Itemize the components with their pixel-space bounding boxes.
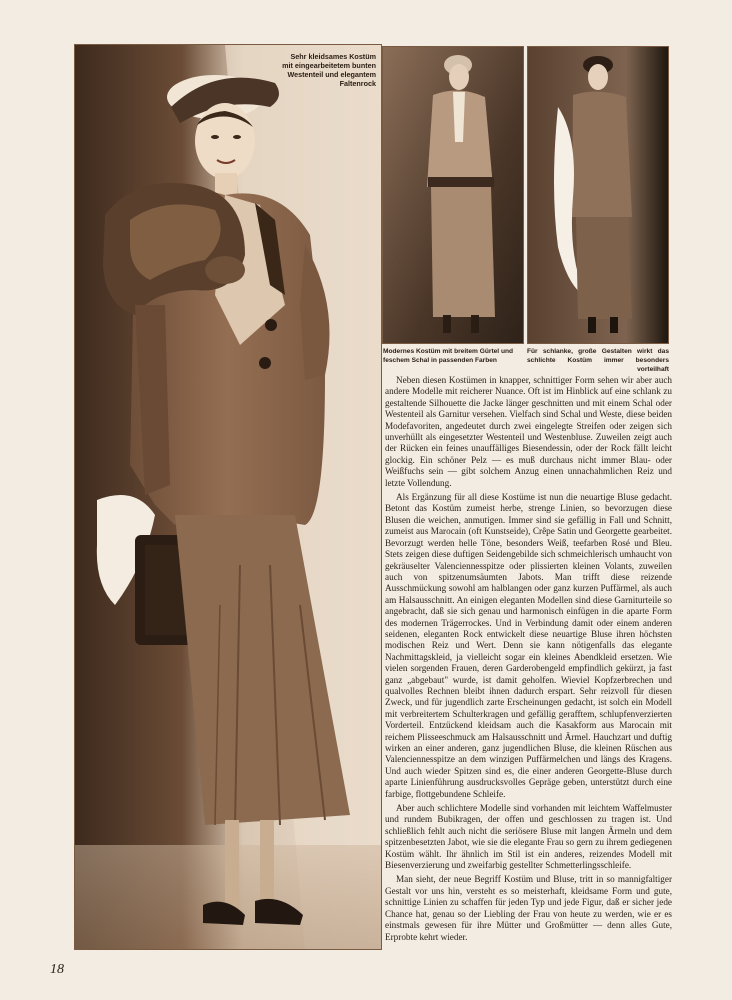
- photo-3-caption: Für schlanke, große Gestalten wirkt das schlichte Kostüm immer besonders vorteilhaft: [527, 348, 669, 373]
- suit-photo-white-fox: [527, 46, 669, 344]
- suit-photo-belt-scarf: [382, 46, 524, 344]
- article-paragraph-1: Neben diesen Kostümen in knapper, schnittiger Form sehen wir aber auch andere Modelle mit reicherer Nuance. Oft ist im Hinblick auf eine schlank zu gestaltende Silhouette die Jacke länger geschnitten und mit einem Schal oder Westenteil als Garnitur versehen. Vielfach sind Schal und Weste, diese beiden Modefavoriten, angedeutet durch zwei eingelegte Streifen oder zeigen sich unverhüllt als eingesetzter Westenteil und Westenbluse. Zuweilen zeigt auch der Rücken ein feines unauffälliges Biesendessin, oder der Rock fällt leicht glockig. Ein schöner Pelz — es muß durchaus nicht immer Blau- oder Weißfuchs sein — gibt solchem Anzug einen unnachahmlichen Reiz und letzte Vollendung.: [385, 375, 672, 488]
- article-paragraph-2: Als Ergänzung für all diese Kostüme ist nun die neuartige Bluse gedacht. Betont das Kostüm zumeist herbe, strenge Linien, so bevorzugen diese Blusen die weichen, anmutigen. Immer sind sie gefällig in Fall und Schnitt, zumeist aus Marocain (oft Kunstseide), Crêpe Satin und Georgette gearbeitet. Bevorzugt werden helle Töne, besonders Weiß, teefarben Rosé und Bleu. Stets zeigen diese duftigen Seidengebilde sich schmeichlerisch umhaucht von gekräuselter Valenciennesspitze oder plissierten kleinen Volants, zuweilen auch von spitzenumsäumten Jabots. Man trifft diese reizende Ausschmückung sowohl am halblangen oder ganz kurzen Puffärmel, als auch am Halsausschnitt. An einigen eleganten Modellen sind diese Garniturteile so angebracht, daß sie sich genau und harmonisch einfügen in die aparte Form des modernen Trägerrockes. Und in Verbindung damit oder einem anderen seidenen, eleganten Rock entwickelt diese neuartige Bluse ihren höchsten modischen Reiz und Wert. Denn sie kann nötigenfalls das elegante Nachmittagskleid, ja vielleicht sogar ein kleines Abendkleid ersetzen. Wie vielen sorgenden Frauen, deren Garderobengeld empfindlich gekürzt, ja fast ganz „abgebaut" wurde, ist damit geholfen. Wieviel Kopfzerbrechen und qualvolles Rechnen bleibt ihnen dadurch erspart. Sehr reizvoll für diesen Zweck, und für jugendlich zarte Erscheinungen gedacht, ist solch ein Modell mit verbreitertem Schulterkragen und gefällig gerafftem, schlupfenverzierten Vorderteil. Entzückend kleidsam auch die Kasakform aus Marocain mit reichem Plisseeschmuck am Halsausschnitt und Ärmel. Hauchzart und duftig wirken an einer anderen, ganz jugendlichen Bluse, die kleinen Rüschen aus Valenciennesspitze an dem winzigen Puffärmelchen und längs des Kragens. Und auch wieder Spitzen sind es, die einer anderen Georgette-Bluse durch aparte Linienführung ausdrucksvolles Gepräge geben, unterstützt durch eine farbige, flottgebundene Schleife.: [385, 492, 672, 799]
- photo-3-illustration: [528, 47, 668, 343]
- main-fashion-photo: [74, 44, 382, 950]
- page-number: 18: [50, 962, 64, 977]
- main-photo-illustration: [75, 45, 381, 949]
- photo-2-illustration: [383, 47, 523, 343]
- article-paragraph-4: Man sieht, der neue Begriff Kostüm und Bluse, tritt in so mannigfaltiger Gestalt vor uns hin, versteht es so meisterhaft, kleidsame Form und gute, schnittige Linien zu schaffen für jeden Typ und jede Figur, daß er sicher jede Chance hat, genau so der Liebling der Frau von heute zu werden, wie er es einstmals gewesen für ihre Mütter und Großmütter — denn alles Gute, Erprobte kehrt wieder.: [385, 874, 672, 942]
- main-photo-caption: Sehr kleidsames Kostüm mit eingearbeitetem bunten Westenteil und elegantem Faltenrock: [282, 52, 376, 88]
- photo-2-caption: Modernes Kostüm mit breitem Gürtel und feschem Schal in passenden Farben: [383, 348, 514, 364]
- article-paragraph-3: Aber auch schlichtere Modelle sind vorhanden mit leichtem Waffelmuster und rundem Bubikragen, der offen und geschlossen zu tragen ist. Und schließlich fehlt auch nicht die seriösere Bluse mit langen Ärmeln und dem spitzenbesetzten Jabot, wie sie die elegante Frau so gern zu ihrem gediegenen Kostüm wählt. Ihr ähnlich im Stil ist ein anderes, reizendes Modell mit Biesenverzierung und zweifarbig gestellter Schmetterlingsschleife.: [385, 803, 672, 871]
- article-body: [385, 375, 672, 946]
